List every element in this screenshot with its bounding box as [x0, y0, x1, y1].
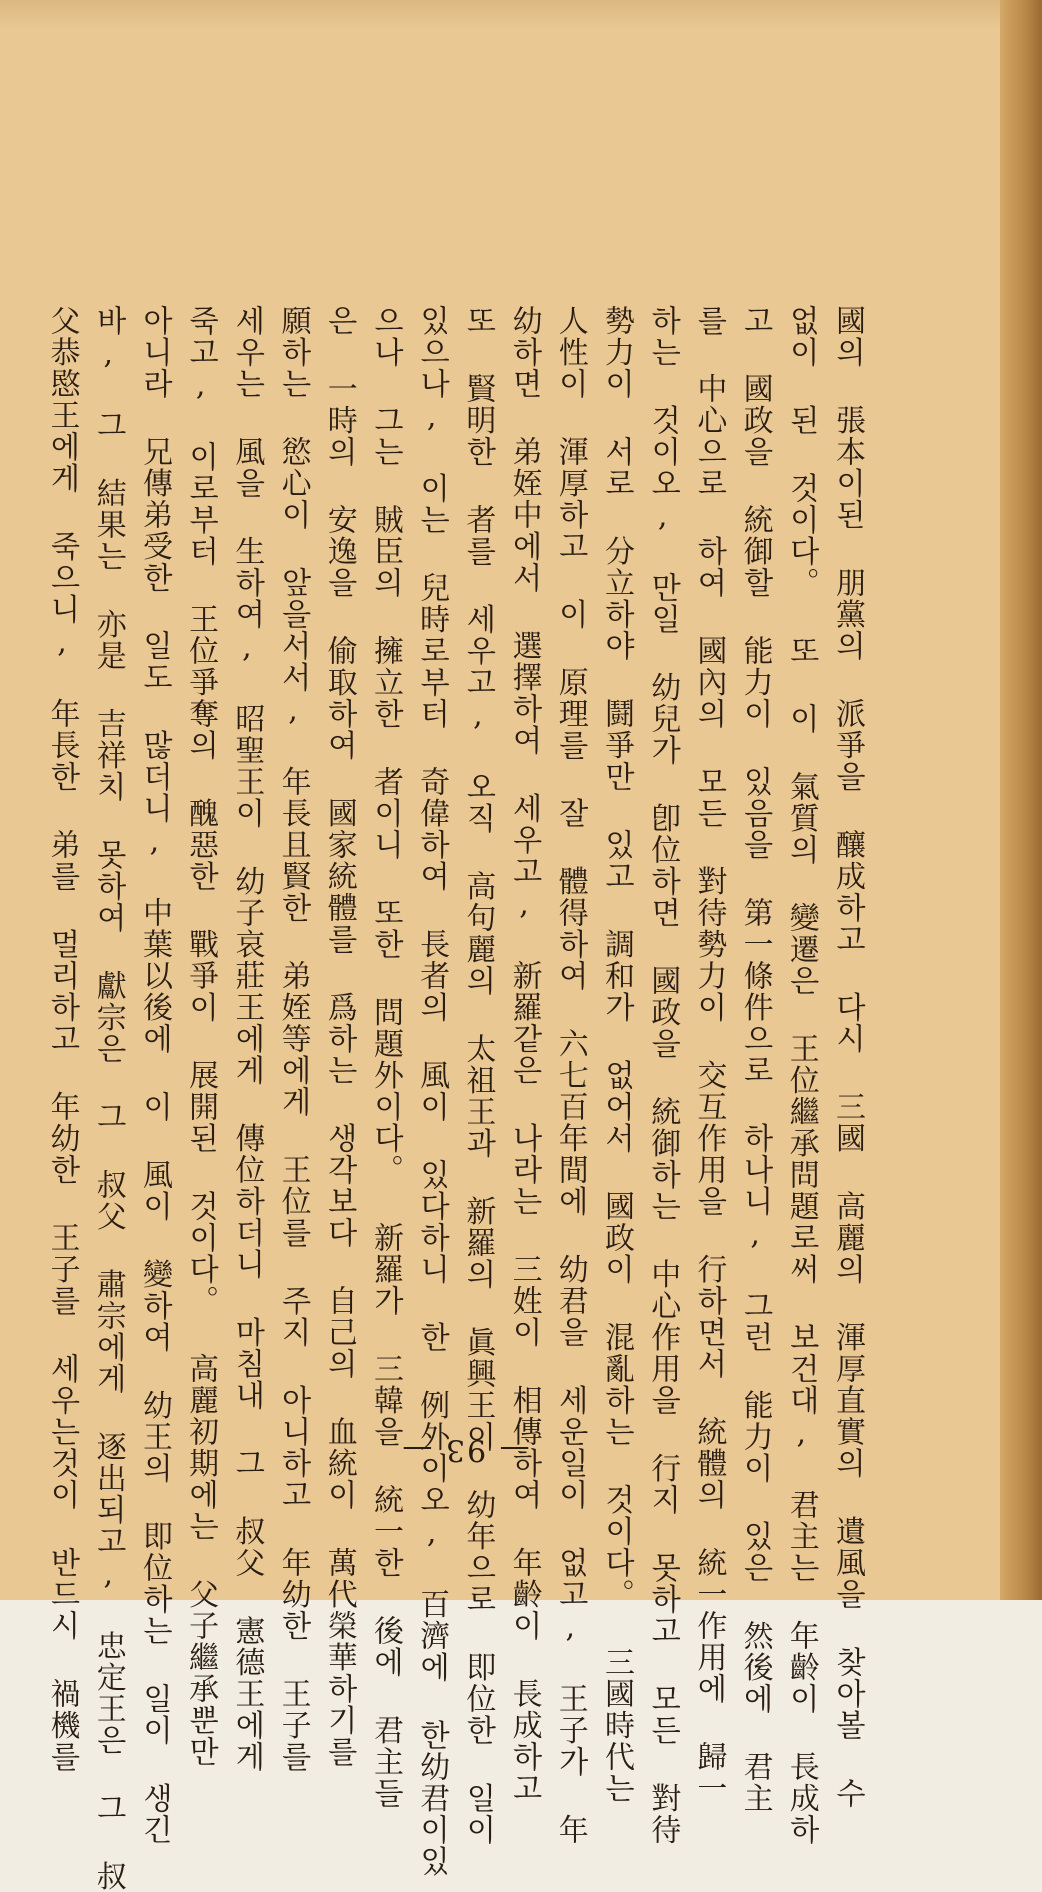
text-column: 세우는 風을 生하여, 昭聖王이 幼子哀莊王에게 傳位하더니 마침내 그 叔父 憲德王에게 — [229, 305, 265, 1773]
text-column: 없이 된 것이다。 또 이 氣質의 變遷은 王位繼承問題로써 보건대, 君主는 年齡이 長成하 — [783, 305, 819, 1846]
text-column: 있으나, 이는 兒時로부터 奇偉하여 長者의 風이 있다하니 한 例外이오, 百濟에 한幼君이있 — [414, 305, 450, 1877]
text-column: 人性이 渾厚하고 이 原理를 잘 體得하여 六七百年間에 幼君을 세운일이 없고, 王子가 年 — [552, 305, 588, 1846]
text-column: 또 賢明한 者를 세우고, 오직 高句麗의 太祖王과 新羅의 眞興王이 幼年으로 即位한 일이 — [460, 305, 496, 1846]
text-column: 父恭愍王에게 죽으니, 年長한 弟를 멀리하고 年幼한 王子를 세우는것이 반드시 禍機를 — [44, 305, 80, 1773]
text-column: 바, 그 結果는 亦是 吉祥치 못하여 獻宗은 그 叔父 肅宗에게 逐出되고, 忠定王은 그 叔 — [90, 305, 126, 1892]
text-column: 으나 그는 賊臣의 擁立한 者이니 또한 問題外이다。 新羅가 三韓을 統一한 後에 君主들 — [367, 305, 403, 1809]
text-column: 죽고, 이로부터 王位爭奪의 醜惡한 戰爭이 展開된 것이다。 高麗初期에는 父子繼承뿐만 — [183, 305, 219, 1768]
page-top-shading — [0, 0, 1042, 30]
text-column: 勢力이 서로 分立하야 鬪爭만 있고 調和가 없어서 國政이 混亂하는 것이다。 三國時代는 — [598, 305, 634, 1804]
text-column: 幼하면 弟姪中에서 選擇하여 세우고, 新羅같은 나라는 三姓이 相傳하여 年齡이 長成하고 — [506, 305, 542, 1804]
text-column: 은 一時의 安逸을 偷取하여 國家統體를 爲하는 생각보다 自己의 血統이 萬代榮華하기를 — [321, 305, 357, 1768]
page-number: — 93 — — [400, 1432, 530, 1467]
text-column: 아니라 兄傳弟受한 일도 많더니, 中葉以後에 이 風이 變하여 幼王의 即位하는 일이 생긴 — [136, 305, 172, 1846]
text-column: 願하는 慾心이 앞을서서, 年長且賢한 弟姪等에게 王位를 주지 아니하고 年幼한 王子를 — [275, 305, 311, 1773]
text-column: 하는 것이오, 만일 幼兒가 卽位하면 國政을 統御하는 中心作用을 行지 못하고 모든 對待 — [645, 305, 681, 1846]
text-column: 國의 張本이된 朋黨의 派爭을 釀成하고 다시 三國 高麗의 渾厚直實의 遺風을 찾아볼 수 — [830, 305, 865, 1809]
text-column: 를 中心으로 하여 國內의 모든 對待勢力이 交互作用을 行하면서 統體의 統一作用에 歸一 — [691, 305, 727, 1804]
page-edge — [1000, 0, 1042, 1600]
text-column: 고 國政을 統御할 能力이 있음을 第一條件으로 하나니, 그런 能力이 있은 然後에 君主 — [737, 305, 773, 1814]
